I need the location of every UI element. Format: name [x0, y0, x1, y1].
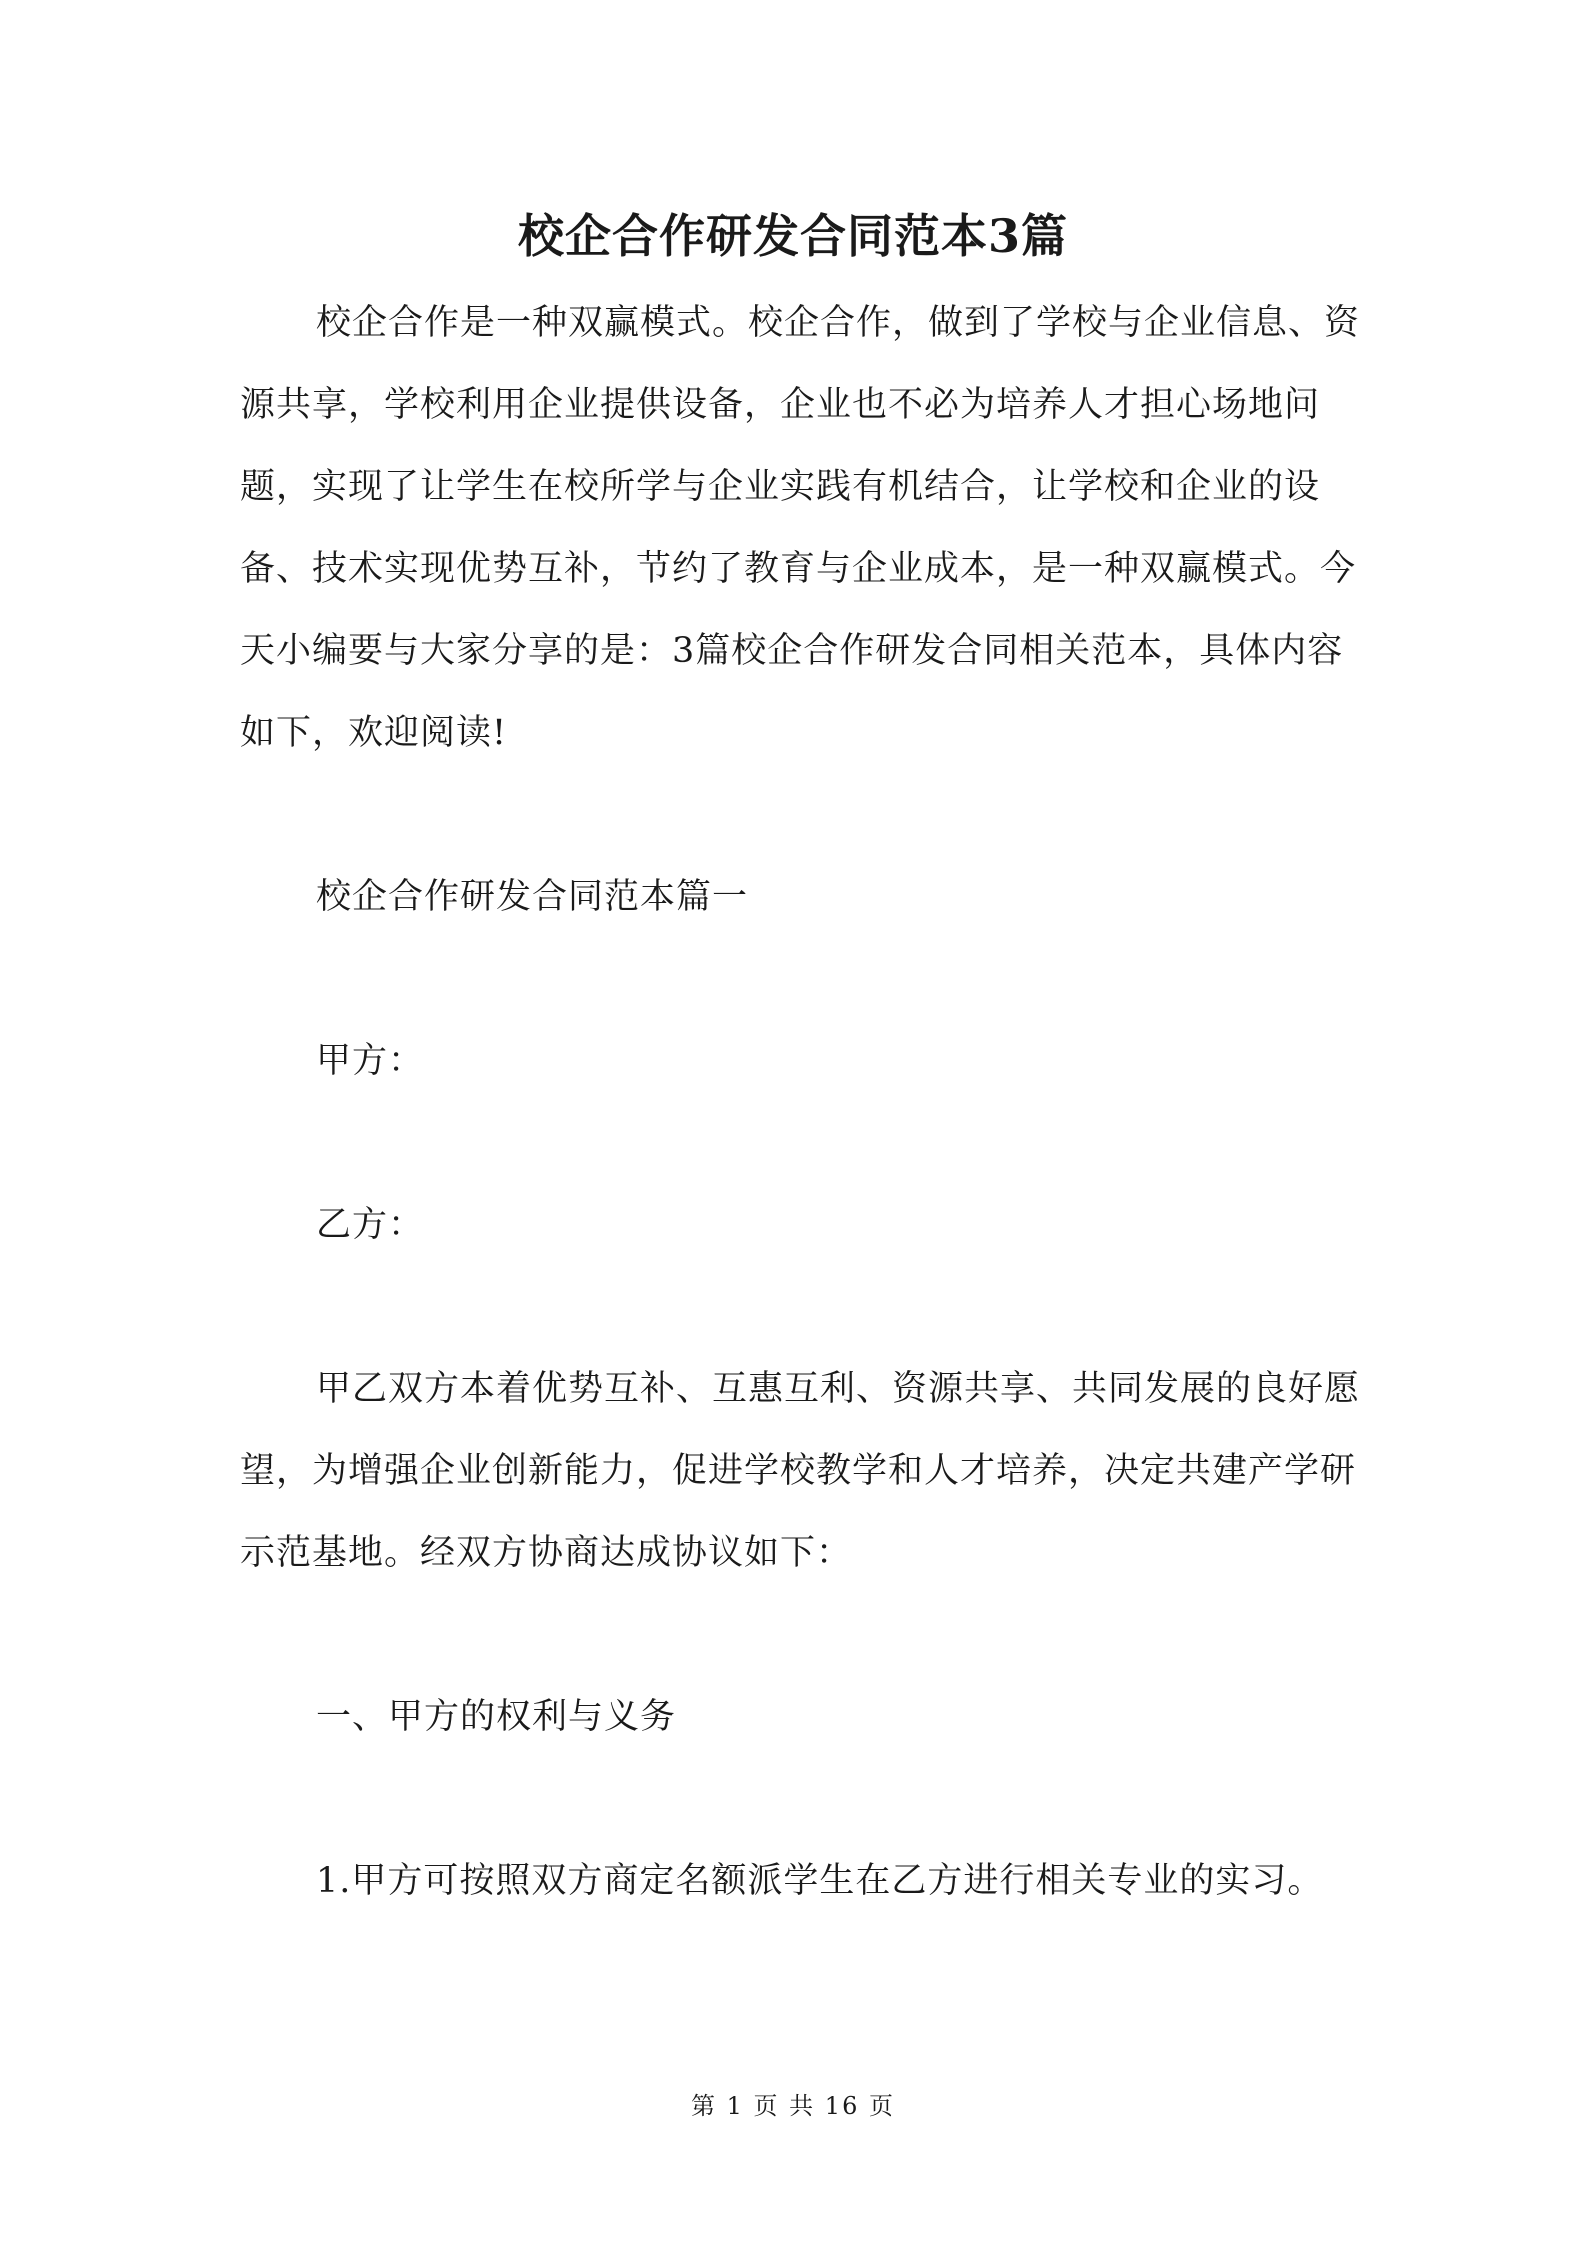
clause-heading: 一、甲方的权利与义务 [316, 1697, 677, 1737]
document-title: 校企合作研发合同范本3篇 [517, 209, 1068, 263]
party-a-label: 甲方： [316, 1041, 425, 1081]
section-heading: 校企合作研发合同范本篇一 [316, 877, 749, 917]
clause-item: 1.甲方可按照双方商定名额派学生在乙方进行相关专业的实习。 [316, 1861, 1324, 1901]
intro-paragraph: 校企合作是一种双赢模式。校企合作，做到了学校与企业信息、资源共享，学校利用企业提供设备，企业也不必为培养人才担心场地问题，实现了让学生在校所学与企业实践有机结合，让学校和企业的设备、技术实现优势互补，节约了教育与企业成本，是一种双赢模式。今天小编要与大家分享的是：3篇校企合作研发合同相关范本，具体内容如下，欢迎阅读! [240, 303, 1361, 753]
document-body [240, 282, 1360, 1922]
page-footer: 第 1 页 共 16 页 [691, 2092, 895, 2120]
party-b-label: 乙方： [316, 1205, 425, 1245]
agreement-paragraph: 甲乙双方本着优势互补、互惠互利、资源共享、共同发展的良好愿望，为增强企业创新能力，促进学校教学和人才培养，决定共建产学研示范基地。经双方协商达成协议如下： [240, 1369, 1361, 1573]
